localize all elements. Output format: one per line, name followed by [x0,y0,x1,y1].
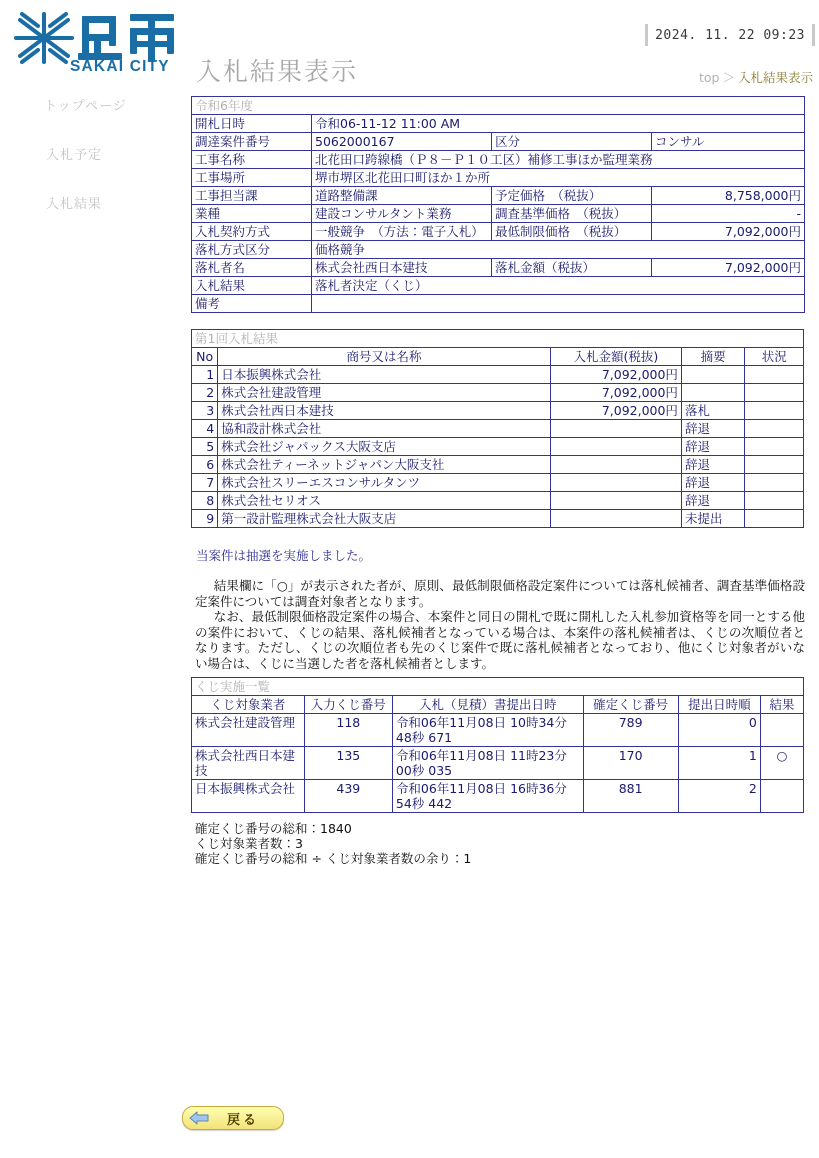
chotatsu-label: 調達案件番号 [192,133,312,151]
bid-cell-company: 株式会社スリーエスコンサルタンツ [218,474,551,492]
lottery-cell-company: 株式会社西日本建技 [192,747,305,780]
biko-label: 備考 [192,295,312,313]
breadcrumb-separator-icon: ＞ [722,70,735,85]
column-header-submitted-at: 入札（見積）書提出日時 [392,696,583,714]
bid-cell-status [745,366,804,384]
lottery-cell-submitted-at: 令和06年11月08日 16時36分54秒 442 [392,780,583,813]
case-detail-table [191,96,805,313]
bid-table-body [192,366,804,528]
breadcrumb [699,68,813,86]
page-title: 入札結果表示 [196,57,359,86]
chosa-price-value: - [652,205,805,223]
breadcrumb-top-link[interactable]: top [698,70,720,85]
lottery-cell-result [760,714,803,747]
current-datetime: 2024. 11. 22 09:23 [655,27,805,43]
bid-cell-no: 6 [192,456,218,474]
lottery-summary-line-3: 確定くじ番号の総和 ÷ くじ対象業者数の余り：1 [195,851,472,866]
clock-right-bar-icon [812,24,815,46]
clock-area [645,24,815,46]
yotei-price-value: 8,758,000円 [652,187,805,205]
column-header-lottery-company: くじ対象業者 [192,696,305,714]
bid-cell-company: 株式会社建設管理 [218,384,551,402]
bid-table-section-header [192,330,804,348]
fiscal-year-label: 令和6年度 [192,97,805,115]
lottery-cell-input-number: 135 [304,747,392,780]
lottery-cell-fixed-number: 170 [583,747,678,780]
column-header-input-number: 入力くじ番号 [304,696,392,714]
column-header-no: No [192,348,218,366]
column-header-submission-order: 提出日時順 [678,696,760,714]
bid-cell-company: 協和設計株式会社 [218,420,551,438]
bid-cell-amount [550,492,681,510]
kaisatsu-label: 開札日時 [192,115,312,133]
kubun-value: コンサル [652,133,805,151]
lottery-cell-fixed-number: 789 [583,714,678,747]
bid-cell-status [745,492,804,510]
lottery-cell-input-number: 118 [304,714,392,747]
bid-cell-amount: 7,092,000円 [550,402,681,420]
table-row [192,510,804,528]
column-header-amount: 入札金額(税抜) [550,348,681,366]
bid-cell-company: 株式会社ティーネットジャパン大阪支社 [218,456,551,474]
bid-cell-company: 日本振興株式会社 [218,366,551,384]
bid-cell-amount [550,420,681,438]
bid-cell-company: 第一設計監理株式会社大阪支店 [218,510,551,528]
table-row-nyusatsu-kekka [192,277,805,295]
keiyaku-label: 入札契約方式 [192,223,312,241]
back-button-label: 戻る [226,1112,259,1128]
lottery-list-label: くじ実施一覧 [192,678,804,696]
sidebar-item-bid-results[interactable]: 入札結果 [46,197,103,212]
kaisatsu-value: 令和06-11-12 11:00 AM [312,115,805,133]
table-row-koji-place [192,169,805,187]
table-row [192,384,804,402]
table-row [192,438,804,456]
tanto-label: 工事担当課 [192,187,312,205]
lottery-table-body [192,714,804,813]
rakusatsusha-value: 株式会社西日本建技 [312,259,492,277]
bid-cell-amount [550,456,681,474]
yotei-price-label: 予定価格 （税抜） [492,187,652,205]
table-row [192,366,804,384]
bid-cell-company: 株式会社西日本建技 [218,402,551,420]
koji-place-label: 工事場所 [192,169,312,187]
bid-cell-status [745,402,804,420]
table-row-rakusatsusha [192,259,805,277]
rakusatsu-kingaku-value: 7,092,000円 [652,259,805,277]
lottery-cell-order: 2 [678,780,760,813]
back-button[interactable] [182,1106,284,1130]
table-row [192,420,804,438]
lottery-summary-line-1: 確定くじ番号の総和：1840 [195,821,352,836]
bid-cell-remark: 辞退 [681,420,745,438]
column-header-result: 結果 [760,696,803,714]
bid-cell-no: 8 [192,492,218,510]
lottery-table-column-headers [192,696,804,714]
lottery-table-section-header [192,678,804,696]
lottery-summary-line-2: くじ対象業者数：3 [195,836,303,851]
main-content [191,96,811,866]
rakusatsu-kubun-label: 落札方式区分 [192,241,312,259]
case-table-section-header [192,97,805,115]
column-header-company: 商号又は名称 [218,348,551,366]
bid-cell-status [745,420,804,438]
column-header-fixed-number: 確定くじ番号 [583,696,678,714]
koji-place-value: 堺市堺区北花田口町ほか１か所 [312,169,805,187]
back-arrow-icon [189,1111,209,1125]
lottery-cell-order: 1 [678,747,760,780]
lottery-notice-headline: 当案件は抽選を実施しました。 [196,548,372,563]
saitei-price-value: 7,092,000円 [652,223,805,241]
biko-value [312,295,805,313]
tanto-value: 道路整備課 [312,187,492,205]
table-row-biko [192,295,805,313]
bid-cell-amount [550,510,681,528]
bid-cell-remark: 辞退 [681,474,745,492]
bid-cell-no: 2 [192,384,218,402]
bid-cell-remark [681,384,745,402]
keiyaku-value: 一般競争 （方法：電子入札） [312,223,492,241]
table-row-rakusatsu-kubun [192,241,805,259]
bid-cell-no: 9 [192,510,218,528]
lottery-cell-submitted-at: 令和06年11月08日 11時23分00秒 035 [392,747,583,780]
lottery-cell-input-number: 439 [304,780,392,813]
lottery-cell-company: 日本振興株式会社 [192,780,305,813]
lottery-cell-order: 0 [678,714,760,747]
table-row [192,780,804,813]
lottery-notes [195,578,805,671]
table-row-koji-name [192,151,805,169]
nyusatsu-kekka-value: 落札者決定（くじ） [312,277,805,295]
table-row [192,474,804,492]
bid-cell-no: 7 [192,474,218,492]
lottery-cell-submitted-at: 令和06年11月08日 10時34分48秒 671 [392,714,583,747]
table-row-chotatsu [192,133,805,151]
rakusatsu-kingaku-label: 落札金額（税抜） [492,259,652,277]
page-header [0,0,819,96]
bid-round-label: 第1回入札結果 [192,330,804,348]
bid-cell-no: 1 [192,366,218,384]
nyusatsu-kekka-label: 入札結果 [192,277,312,295]
bid-cell-remark: 辞退 [681,438,745,456]
lottery-note-paragraph-1: 結果欄に「○」が表示された者が、原則、最低制限価格設定案件については落札候補者、調査基準価格設定案件については調査対象者となります。 [195,578,805,609]
rakusatsusha-label: 落札者名 [192,259,312,277]
bid-cell-remark: 落札 [681,402,745,420]
bid-cell-status [745,474,804,492]
table-row [192,456,804,474]
bid-cell-amount: 7,092,000円 [550,384,681,402]
bid-cell-amount [550,474,681,492]
bid-cell-amount [550,438,681,456]
rakusatsu-kubun-value: 価格競争 [312,241,805,259]
bid-cell-status [745,384,804,402]
table-row-gyoshu [192,205,805,223]
koji-name-label: 工事名称 [192,151,312,169]
lottery-cell-company: 株式会社建設管理 [192,714,305,747]
sidebar-nav [0,96,190,243]
lottery-note-paragraph-2: なお、最低制限価格設定案件の場合、本案件と同日の開札で既に開札した入札参加資格等を同一とする他の案件において、くじの結果、落札候補者となっている場合は、本案件の落札候補者は、くじの次順位者となります。ただし、くじの次順位者も先のくじ案件で既に落札候補者となっており、他にくじ対象者がいない場合は、くじに当選した者を落札候補者とします。 [195,609,805,671]
bid-cell-no: 3 [192,402,218,420]
table-row [192,402,804,420]
bid-cell-status [745,510,804,528]
table-row [192,714,804,747]
lottery-cell-result [760,780,803,813]
lottery-cell-result: ○ [760,747,803,780]
bid-cell-no: 5 [192,438,218,456]
table-row [192,747,804,780]
sakai-city-logo[interactable] [8,10,184,86]
sidebar-item-bid-schedule[interactable]: 入札予定 [46,148,103,163]
bid-cell-remark: 未提出 [681,510,745,528]
table-row-keiyaku [192,223,805,241]
lottery-cell-fixed-number: 881 [583,780,678,813]
lottery-table [191,677,804,813]
sidebar-item-top-page[interactable]: トップページ [44,99,127,114]
gyoshu-label: 業種 [192,205,312,223]
bid-result-table [191,329,804,528]
chotatsu-value: 5062000167 [312,133,492,151]
column-header-remark: 摘要 [681,348,745,366]
bid-table-column-headers [192,348,804,366]
bid-cell-remark: 辞退 [681,492,745,510]
koji-name-value: 北花田口跨線橋（Ｐ８－Ｐ１０工区）補修工事ほか監理業務 [312,151,805,169]
lottery-summary [195,821,811,866]
gyoshu-value: 建設コンサルタント業務 [312,205,492,223]
kubun-label: 区分 [492,133,652,151]
bid-cell-remark [681,366,745,384]
saitei-price-label: 最低制限価格 （税抜） [492,223,652,241]
clock-left-bar-icon [645,24,648,46]
breadcrumb-current: 入札結果表示 [737,70,813,85]
bid-cell-status [745,438,804,456]
chosa-price-label: 調査基準価格 （税抜） [492,205,652,223]
column-header-status: 状況 [745,348,804,366]
bid-cell-company: 株式会社セリオス [218,492,551,510]
bid-cell-no: 4 [192,420,218,438]
sakai-city-wordmark: SAKAI CITY [70,58,170,75]
bid-cell-status [745,456,804,474]
bid-cell-remark: 辞退 [681,456,745,474]
bid-cell-company: 株式会社ジャパックス大阪支店 [218,438,551,456]
bid-cell-amount: 7,092,000円 [550,366,681,384]
table-row [192,492,804,510]
table-row-kaisatsu [192,115,805,133]
sakai-logo-icon [8,10,184,64]
table-row-tanto [192,187,805,205]
